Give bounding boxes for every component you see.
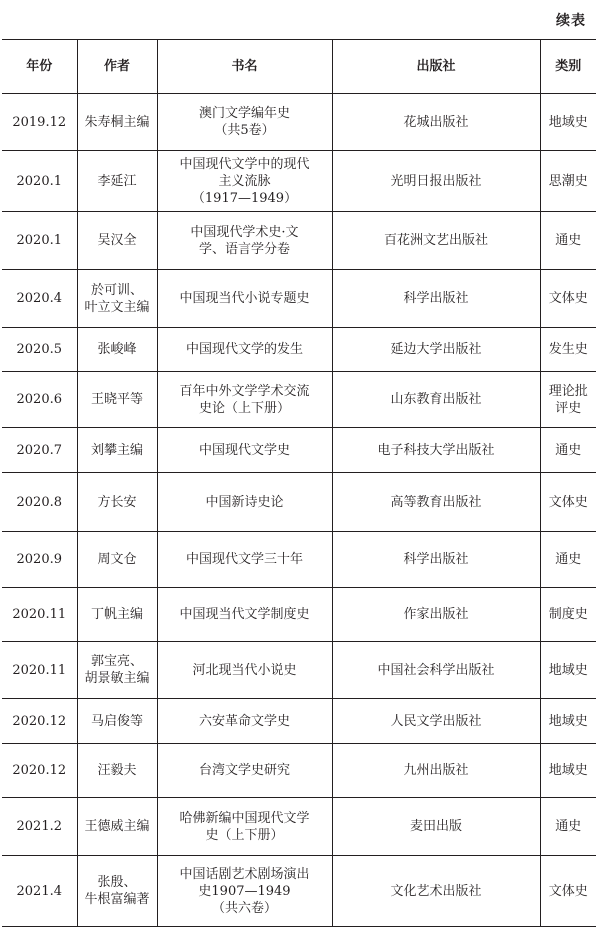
cell-publisher: 科学出版社 — [332, 270, 540, 328]
table-row — [2, 270, 596, 328]
cell-publisher: 光明日报出版社 — [332, 151, 540, 212]
cell-category: 制度史 — [540, 588, 596, 642]
cell-publisher: 中国社会科学出版社 — [332, 642, 540, 699]
table-row — [2, 94, 596, 151]
cell-category: 思潮史 — [540, 151, 596, 212]
cell-category: 地域史 — [540, 744, 596, 798]
cell-title: 百年中外文学学术交流 史论（上下册） — [157, 372, 332, 428]
cell-year: 2020.1 — [2, 151, 77, 212]
cell-publisher: 作家出版社 — [332, 588, 540, 642]
cell-author: 张殷、 牛根富编著 — [77, 856, 157, 927]
cell-title: 中国话剧艺术剧场演出 史1907—1949 （共六卷） — [157, 856, 332, 927]
table-row — [2, 798, 596, 856]
cell-category: 文体史 — [540, 473, 596, 532]
cell-author: 李延江 — [77, 151, 157, 212]
cell-publisher: 麦田出版 — [332, 798, 540, 856]
cell-author: 丁帆主编 — [77, 588, 157, 642]
cell-category: 理论批 评史 — [540, 372, 596, 428]
cell-author: 朱寿桐主编 — [77, 94, 157, 151]
cell-category: 通史 — [540, 532, 596, 588]
cell-year: 2020.5 — [2, 328, 77, 372]
cell-publisher: 百花洲文艺出版社 — [332, 212, 540, 270]
table-row — [2, 856, 596, 927]
header-title: 书名 — [157, 40, 332, 94]
cell-publisher: 山东教育出版社 — [332, 372, 540, 428]
continued-label: 续表 — [556, 13, 586, 29]
cell-title: 中国新诗史论 — [157, 473, 332, 532]
cell-title: 六安革命文学史 — [157, 699, 332, 744]
table-row — [2, 744, 596, 798]
cell-year: 2021.4 — [2, 856, 77, 927]
cell-author: 郭宝亮、 胡景敏主编 — [77, 642, 157, 699]
cell-category: 通史 — [540, 428, 596, 473]
cell-author: 刘攀主编 — [77, 428, 157, 473]
cell-title: 中国现代文学三十年 — [157, 532, 332, 588]
cell-title: 河北现当代小说史 — [157, 642, 332, 699]
table-row — [2, 151, 596, 212]
cell-title: 中国现当代文学制度史 — [157, 588, 332, 642]
cell-year: 2020.1 — [2, 212, 77, 270]
book-table — [2, 39, 596, 927]
cell-category: 地域史 — [540, 94, 596, 151]
cell-year: 2020.12 — [2, 699, 77, 744]
cell-year: 2021.2 — [2, 798, 77, 856]
cell-category: 文体史 — [540, 856, 596, 927]
cell-title: 中国现代文学的发生 — [157, 328, 332, 372]
cell-author: 周文仓 — [77, 532, 157, 588]
cell-title: 澳门文学编年史 （共5卷） — [157, 94, 332, 151]
cell-title: 中国现代文学史 — [157, 428, 332, 473]
cell-title: 台湾文学史研究 — [157, 744, 332, 798]
table-row — [2, 642, 596, 699]
cell-year: 2020.9 — [2, 532, 77, 588]
cell-publisher: 文化艺术出版社 — [332, 856, 540, 927]
cell-publisher: 电子科技大学出版社 — [332, 428, 540, 473]
header-author: 作者 — [77, 40, 157, 94]
table-row — [2, 532, 596, 588]
cell-publisher: 科学出版社 — [332, 532, 540, 588]
cell-publisher: 高等教育出版社 — [332, 473, 540, 532]
cell-title: 中国现代学术史·文 学、语言学分卷 — [157, 212, 332, 270]
cell-publisher: 花城出版社 — [332, 94, 540, 151]
cell-year: 2020.7 — [2, 428, 77, 473]
cell-category: 通史 — [540, 212, 596, 270]
cell-category: 文体史 — [540, 270, 596, 328]
cell-author: 吴汉全 — [77, 212, 157, 270]
cell-author: 王德威主编 — [77, 798, 157, 856]
cell-title: 哈佛新编中国现代文学 史（上下册） — [157, 798, 332, 856]
cell-year: 2020.8 — [2, 473, 77, 532]
cell-year: 2020.4 — [2, 270, 77, 328]
table-row — [2, 428, 596, 473]
cell-publisher: 九州出版社 — [332, 744, 540, 798]
cell-year: 2019.12 — [2, 94, 77, 151]
table-row — [2, 588, 596, 642]
table-row — [2, 473, 596, 532]
cell-author: 王晓平等 — [77, 372, 157, 428]
cell-author: 张峻峰 — [77, 328, 157, 372]
cell-year: 2020.11 — [2, 588, 77, 642]
header-publisher: 出版社 — [332, 40, 540, 94]
cell-author: 汪毅夫 — [77, 744, 157, 798]
table-row — [2, 699, 596, 744]
cell-title: 中国现代文学中的现代 主义流脉 （1917—1949） — [157, 151, 332, 212]
cell-category: 地域史 — [540, 642, 596, 699]
table-row — [2, 212, 596, 270]
cell-publisher: 人民文学出版社 — [332, 699, 540, 744]
table-body — [2, 94, 596, 927]
cell-category: 通史 — [540, 798, 596, 856]
cell-author: 马启俊等 — [77, 699, 157, 744]
cell-title: 中国现当代小说专题史 — [157, 270, 332, 328]
table-row — [2, 372, 596, 428]
header-year: 年份 — [2, 40, 77, 94]
cell-year: 2020.6 — [2, 372, 77, 428]
cell-category: 发生史 — [540, 328, 596, 372]
cell-year: 2020.11 — [2, 642, 77, 699]
cell-category: 地域史 — [540, 699, 596, 744]
header-category: 类别 — [540, 40, 596, 94]
cell-year: 2020.12 — [2, 744, 77, 798]
cell-author: 方长安 — [77, 473, 157, 532]
cell-publisher: 延边大学出版社 — [332, 328, 540, 372]
table-row — [2, 328, 596, 372]
cell-author: 於可训、 叶立文主编 — [77, 270, 157, 328]
table-header-row — [2, 40, 596, 94]
